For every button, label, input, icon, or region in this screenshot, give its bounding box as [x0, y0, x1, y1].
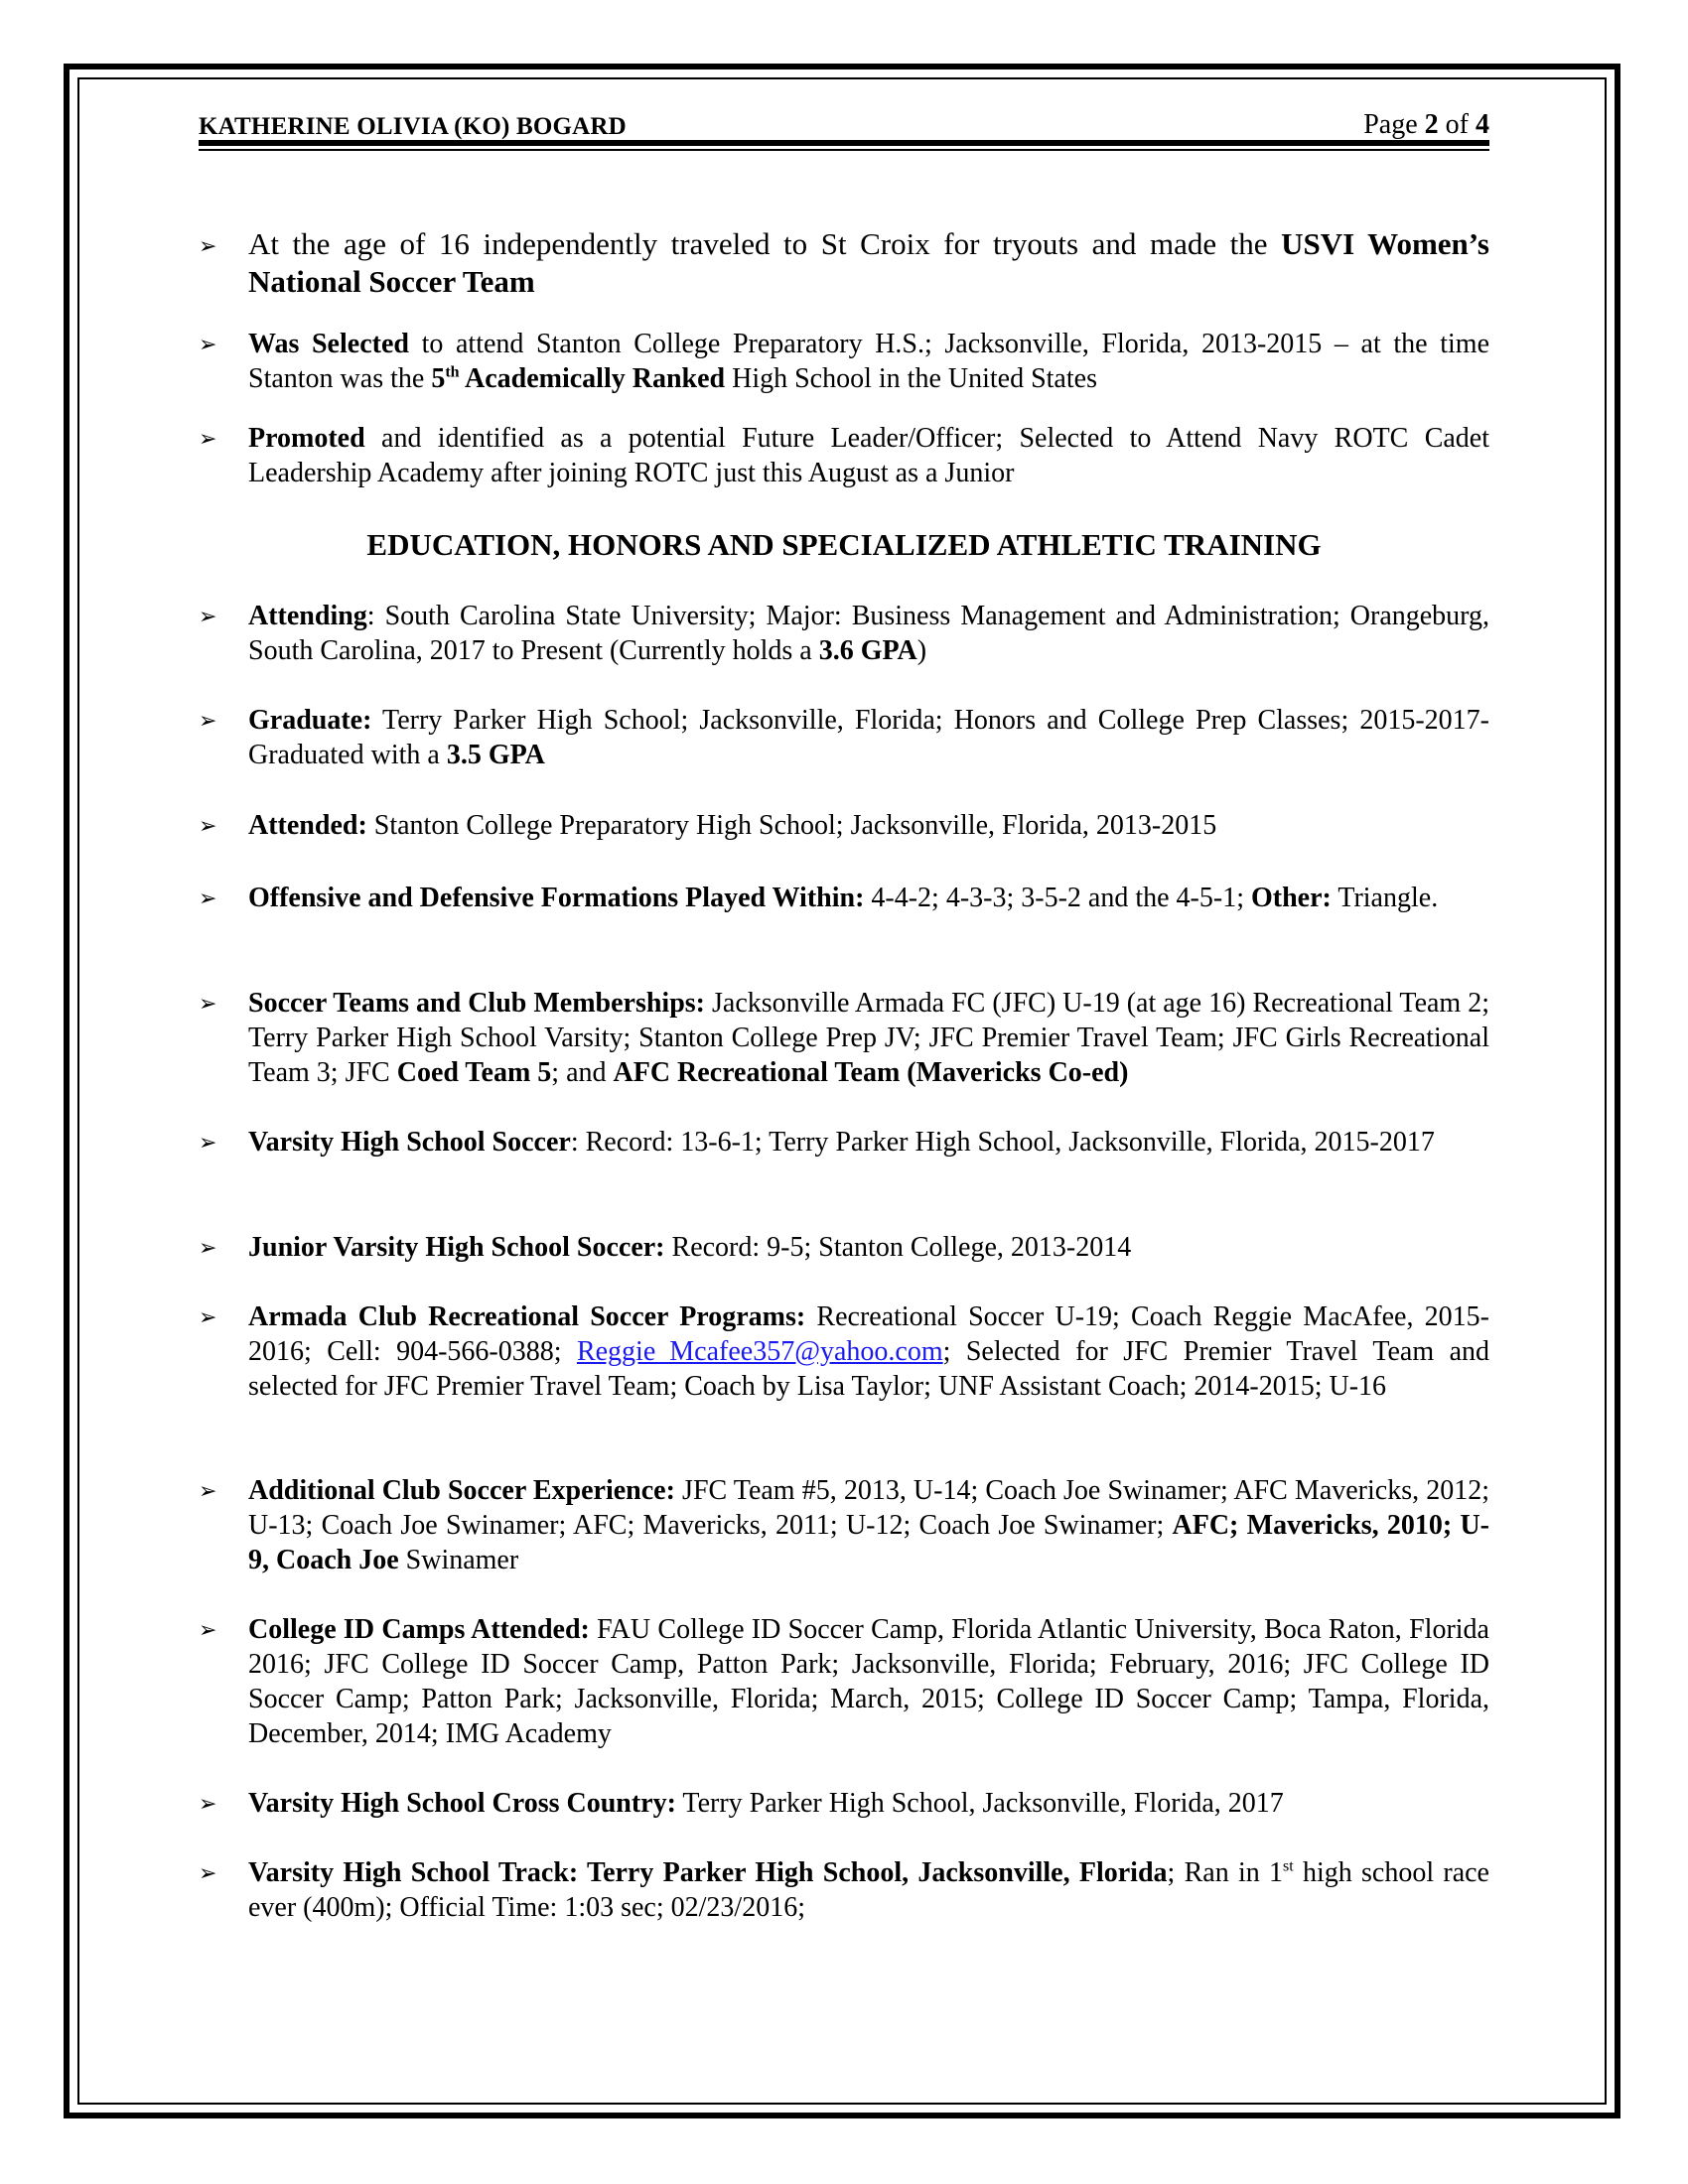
arrowhead-bullet-icon: ➢: [199, 1305, 217, 1330]
arrowhead-bullet-icon: ➢: [199, 1131, 217, 1156]
list-item: ➢ Was Selected to attend Stanton College Preparatory H.S.; Jacksonville, Florida, 2013-2015 – at the time Stanton was the 5th Academically Ranked High School in the United States: [199, 329, 1490, 394]
list-item: ➢ Promoted and identified as a potential Future Leader/Officer; Selected to Attend Navy ROTC Cadet Leadership Academy after joining ROTC just this August as a Junior: [199, 423, 1489, 488]
list-item: ➢ College ID Camps Attended: FAU College ID Soccer Camp, Florida Atlantic University, Boca Raton, Florida 2016; JFC College ID Soccer Camp, Patton Park; Jacksonville, Florida; February, 2016; JFC College ID Soccer Camp; Patton Park; Jacksonville, Florida; March, 2015; College ID Soccer Camp; Tampa, Florida, December, 2014; IMG Academy: [199, 1614, 1489, 1749]
arrowhead-bullet-icon: ➢: [199, 1618, 217, 1643]
arrowhead-bullet-icon: ➢: [199, 605, 217, 629]
list-item: ➢ Attended: Stanton College Preparatory High School; Jacksonville, Florida, 2013-2015: [199, 808, 1489, 844]
list-item: ➢ At the age of 16 independently traveled to St Croix for tryouts and made the USVI Women’s National Soccer Team: [199, 226, 1490, 299]
arrowhead-bullet-icon: ➢: [199, 1479, 217, 1504]
header-rule-thick: [199, 140, 1489, 146]
list-item: ➢ Offensive and Defensive Formations Played Within: 4-4-2; 4-3-3; 3-5-2 and the 4-5-1; Other: Triangle.: [199, 881, 1489, 916]
list-item: ➢ Graduate: Terry Parker High School; Jacksonville, Florida; Honors and College Prep Classes; 2015-2017- Graduated with a 3.5 GPA: [199, 705, 1489, 770]
list-item: ➢ Varsity High School Soccer: Record: 13-6-1; Terry Parker High School, Jacksonville, Florida, 2015-2017: [199, 1125, 1489, 1160]
header-rule-thin: [199, 149, 1489, 151]
list-item: ➢ Varsity High School Track: Terry Parker High School, Jacksonville, Florida; Ran in 1st high school race ever (400m); Official Time: 1:03 sec; 02/23/2016;: [199, 1857, 1489, 1923]
arrowhead-bullet-icon: ➢: [199, 427, 217, 452]
header-name: KATHERINE OLIVIA (KO) BOGARD: [199, 113, 627, 140]
arrowhead-bullet-icon: ➢: [199, 992, 217, 1017]
list-item: ➢ Varsity High School Cross Country: Terry Parker High School, Jacksonville, Florida, 2017: [199, 1786, 1489, 1822]
arrowhead-bullet-icon: ➢: [199, 1861, 217, 1886]
page-header: [199, 101, 1489, 141]
arrowhead-bullet-icon: ➢: [199, 1236, 217, 1261]
list-item: ➢ Additional Club Soccer Experience: JFC Team #5, 2013, U-14; Coach Joe Swinamer; AFC Mavericks, 2012; U-13; Coach Joe Swinamer; AFC; Mavericks, 2011; U-12; Coach Joe Swinamer; AFC; Mavericks, 2010; U-9, Coach Joe Swinamer: [199, 1475, 1490, 1575]
email-link[interactable]: Reggie_Mcafee357@yahoo.com: [576, 1336, 943, 1367]
arrowhead-bullet-icon: ➢: [199, 709, 217, 734]
list-item: ➢ Soccer Teams and Club Memberships: Jacksonville Armada FC (JFC) U-19 (at age 16) Recreational Team 2; Terry Parker High School Varsity; Stanton College Prep JV; JFC Premier Travel Team; JFC Girls Recreational Team 3; JFC Coed Team 5; and AFC Recreational Team (Mavericks Co-ed): [199, 988, 1489, 1088]
arrowhead-bullet-icon: ➢: [199, 814, 217, 839]
list-item: ➢ Armada Club Recreational Soccer Programs: Recreational Soccer U-19; Coach Reggie MacAfee, 2015-2016; Cell: 904-566-0388; Reggie_Mcafee357@yahoo.com; Selected for JFC Premier Travel Team and selected for JFC Premier Travel Team; Coach by Lisa Taylor; UNF Assistant Coach; 2014-2015; U-16: [199, 1301, 1489, 1402]
arrowhead-bullet-icon: ➢: [199, 234, 217, 259]
page-number: Page 2 of 4: [1363, 109, 1489, 140]
list-item: ➢ Junior Varsity High School Soccer: Record: 9-5; Stanton College, 2013-2014: [199, 1230, 1489, 1266]
arrowhead-bullet-icon: ➢: [199, 1792, 217, 1817]
list-item: ➢ Attending: South Carolina State University; Major: Business Management and Administration; Orangeburg, South Carolina, 2017 to Present (Currently holds a 3.6 GPA): [199, 601, 1489, 666]
arrowhead-bullet-icon: ➢: [199, 887, 217, 911]
arrowhead-bullet-icon: ➢: [199, 333, 217, 357]
section-title: EDUCATION, HONORS AND SPECIALIZED ATHLETIC TRAINING: [366, 527, 1322, 562]
